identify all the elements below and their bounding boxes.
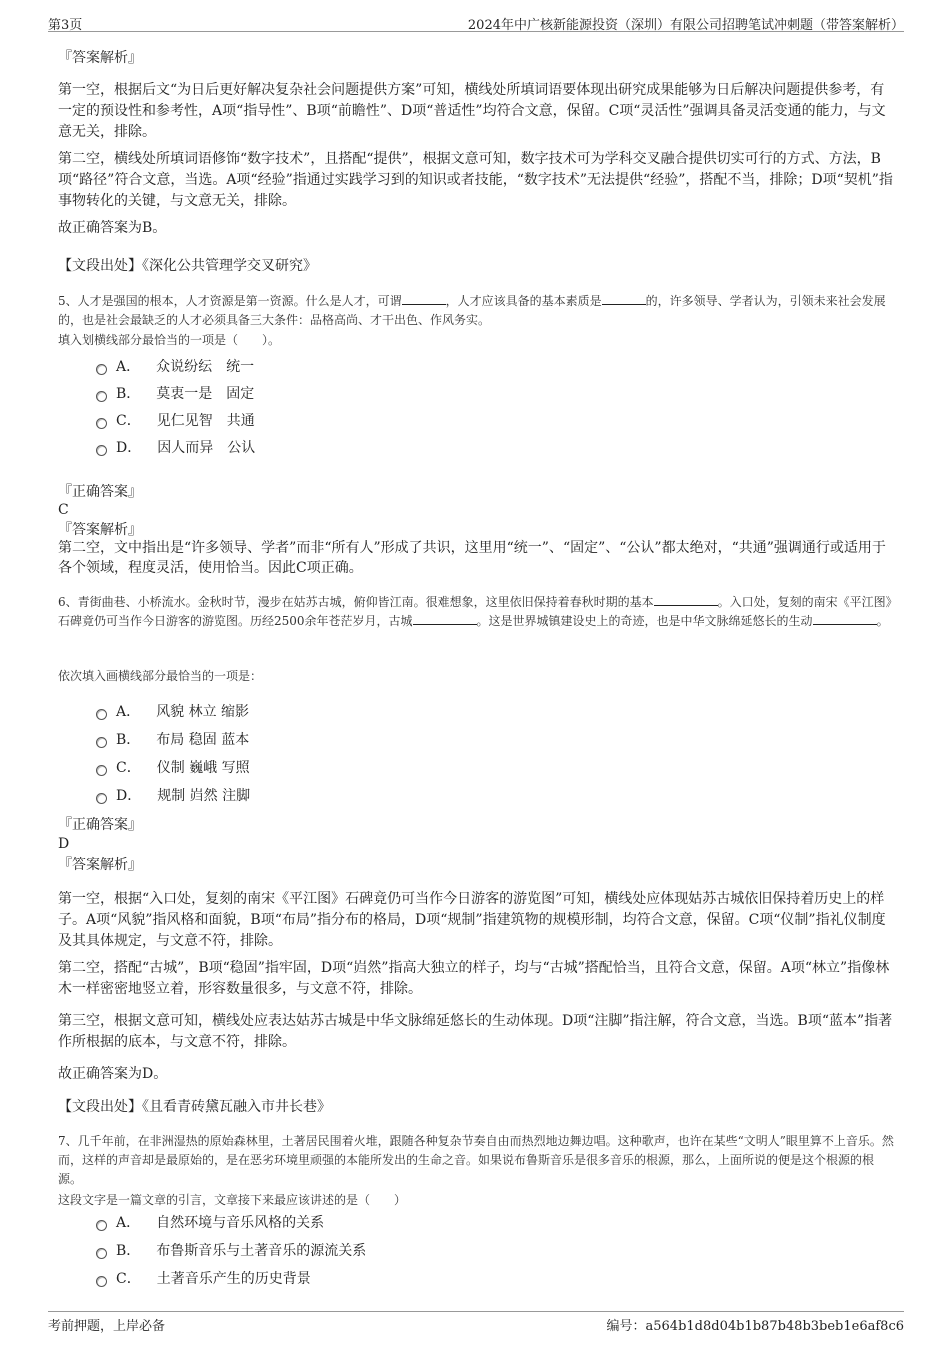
- answer-blank: [813, 624, 877, 625]
- option-c[interactable]: C． 土著音乐产生的历史背景: [96, 1267, 311, 1291]
- answer-blank: [413, 624, 477, 625]
- question-prompt: 依次填入画横线部分最恰当的一项是：: [58, 669, 263, 683]
- answer-blank: [654, 605, 718, 606]
- radio-button[interactable]: [96, 418, 107, 429]
- analysis-paragraph: 第三空，根据文意可知，横线处应表达姑苏古城是中华文脉绵延悠长的生动体现。D项“注脚”指注解，符合文意，当选。B项“蓝本”指著作所根据的底本，与文意不符，排除。: [58, 1013, 893, 1050]
- analysis-paragraph: 第一空，根据“入口处，复刻的南宋《平江图》石碑竟仍可当作今日游客的游览图”可知，横线处应体现姑苏古城依旧保持着历史上的样子。A项“风貌”指风格和面貌，B项“布局”指分布的格局，D项“规制”指建筑物的规模形制，均符合文意，保留。C项“仪制”指礼仪制度及其具体规定，与文意不符，排除。: [58, 891, 886, 949]
- analysis-label: 『答案解析』: [58, 857, 142, 873]
- option-d[interactable]: D． 因人而异 公认: [96, 436, 255, 460]
- option-c[interactable]: C． 仪制 巍峨 写照: [96, 756, 250, 780]
- correct-answer-label: 『正确答案』: [58, 817, 142, 833]
- conclusion: 故正确答案为B。: [58, 220, 167, 236]
- footer-slogan: 考前押题，上岸必备: [48, 1319, 166, 1334]
- radio-button[interactable]: [96, 709, 107, 720]
- analysis-paragraph: 第一空，根据后文“为日后更好解决复杂社会问题提供方案”可知，横线处所填词语要体现出研究成果能够为日后解决问题提供参考，有一定的预设性和参考性，A项“指导性”、B项“前瞻性”、D项“普适性”均符合文意，保留。C项“灵活性”强调具备灵活变通的能力，与文意无关，排除。: [58, 82, 886, 140]
- radio-button[interactable]: [96, 765, 107, 776]
- radio-button[interactable]: [96, 445, 107, 456]
- radio-button[interactable]: [96, 1248, 107, 1259]
- radio-button[interactable]: [96, 1220, 107, 1231]
- correct-answer: D: [58, 836, 70, 852]
- correct-answer-label: 『正确答案』: [58, 484, 142, 500]
- answer-blank: [402, 304, 446, 305]
- radio-button[interactable]: [96, 391, 107, 402]
- radio-button[interactable]: [96, 793, 107, 804]
- option-a[interactable]: A． 自然环境与音乐风格的关系: [96, 1211, 324, 1235]
- question-prompt: 填入划横线部分最恰当的一项是（ ）。: [58, 333, 281, 347]
- option-b[interactable]: B． 布鲁斯音乐与土著音乐的源流关系: [96, 1239, 366, 1263]
- source-citation: 【文段出处】《深化公共管理学交叉研究》: [58, 258, 317, 274]
- question-stem: 5、人才是强国的根本，人才资源是第一资源。什么是人才，可谓 ，人才应该具备的基本素质是 的，许多领导、学者认为，引领未来社会发展的，也是社会最缺乏的人才必须具备三大条件：品格高尚、才干出色、作风务实。: [58, 294, 886, 327]
- option-b[interactable]: B． 莫衷一是 固定: [96, 382, 254, 406]
- answer-blank: [602, 304, 646, 305]
- page-header: [48, 11, 904, 32]
- option-a[interactable]: A． 风貌 林立 缩影: [96, 700, 249, 724]
- option-c[interactable]: C． 见仁见智 共通: [96, 409, 255, 433]
- document-code: 编号：a564b1d8d04b1b87b48b3beb1e6af8c6: [606, 1319, 904, 1334]
- analysis-label: 『答案解析』: [58, 50, 142, 66]
- document-title: 2024年中广核新能源投资（深圳）有限公司招聘笔试冲刺题（带答案解析）: [467, 18, 904, 33]
- option-d[interactable]: D． 规制 岿然 注脚: [96, 784, 250, 808]
- question-prompt: 这段文字是一篇文章的引言，文章接下来最应该讲述的是（ ）: [58, 1193, 407, 1207]
- radio-button[interactable]: [96, 737, 107, 748]
- radio-button[interactable]: [96, 364, 107, 375]
- conclusion: 故正确答案为D。: [58, 1066, 168, 1082]
- analysis-label: 『答案解析』: [58, 522, 142, 538]
- page-number: 第3页: [48, 18, 83, 33]
- source-citation: 【文段出处】《且看青砖黛瓦融入市井长巷》: [58, 1099, 331, 1115]
- analysis-paragraph: 第二空，文中指出是“许多领导、学者”而非“所有人”形成了共识，这里用“统一”、“固定”、“公认”都太绝对，“共通”强调通行或适用于各个领域，程度灵活，使用恰当。因此C项正确。: [58, 540, 886, 576]
- page-footer: [48, 1311, 904, 1336]
- correct-answer: C: [58, 502, 69, 518]
- analysis-paragraph: 第二空，搭配“古城”，B项“稳固”指牢固，D项“岿然”指高大独立的样子，均与“古城”搭配恰当，且符合文意，保留。A项“林立”指像林木一样密密地竖立着，形容数量很多，与文意不符，排除。: [58, 960, 890, 997]
- question-stem: 7、几千年前，在非洲湿热的原始森林里，土著居民围着火堆，跟随各种复杂节奏自由而热烈地边舞边唱。这种歌声，也许在某些“文明人”眼里算不上音乐。然而，这样的声音却是最原始的，是在恶劣环境里顽强的本能所发出的生命之音。如果说布鲁斯音乐是很多音乐的根源，那么，上面所说的便是这个根源的根源。: [58, 1134, 894, 1186]
- radio-button[interactable]: [96, 1276, 107, 1287]
- analysis-paragraph: 第二空，横线处所填词语修饰“数字技术”，且搭配“提供”，根据文意可知，数字技术可为学科交叉融合提供切实可行的方式、方法，B项“路径”符合文意，当选。A项“经验”指通过实践学习到的知识或者技能，“数字技术”无法提供“经验”，搭配不当，排除；D项“契机”指事物转化的关键，与文意无关，排除。: [58, 151, 893, 209]
- option-a[interactable]: A． 众说纷纭 统一: [96, 355, 254, 379]
- option-b[interactable]: B． 布局 稳固 蓝本: [96, 728, 249, 752]
- question-stem: 6、青街曲巷、小桥流水。金秋时节，漫步在姑苏古城，俯仰皆江南。很难想象，这里依旧保持着春秋时期的基本 。入口处，复刻的南宋《平江图》石碑竟仍可当作今日游客的游览图。历经2500余年苍茫岁月，古城 。这是世界城镇建设史上的奇迹，也是中华文脉绵延悠长的生动 。: [58, 595, 892, 628]
